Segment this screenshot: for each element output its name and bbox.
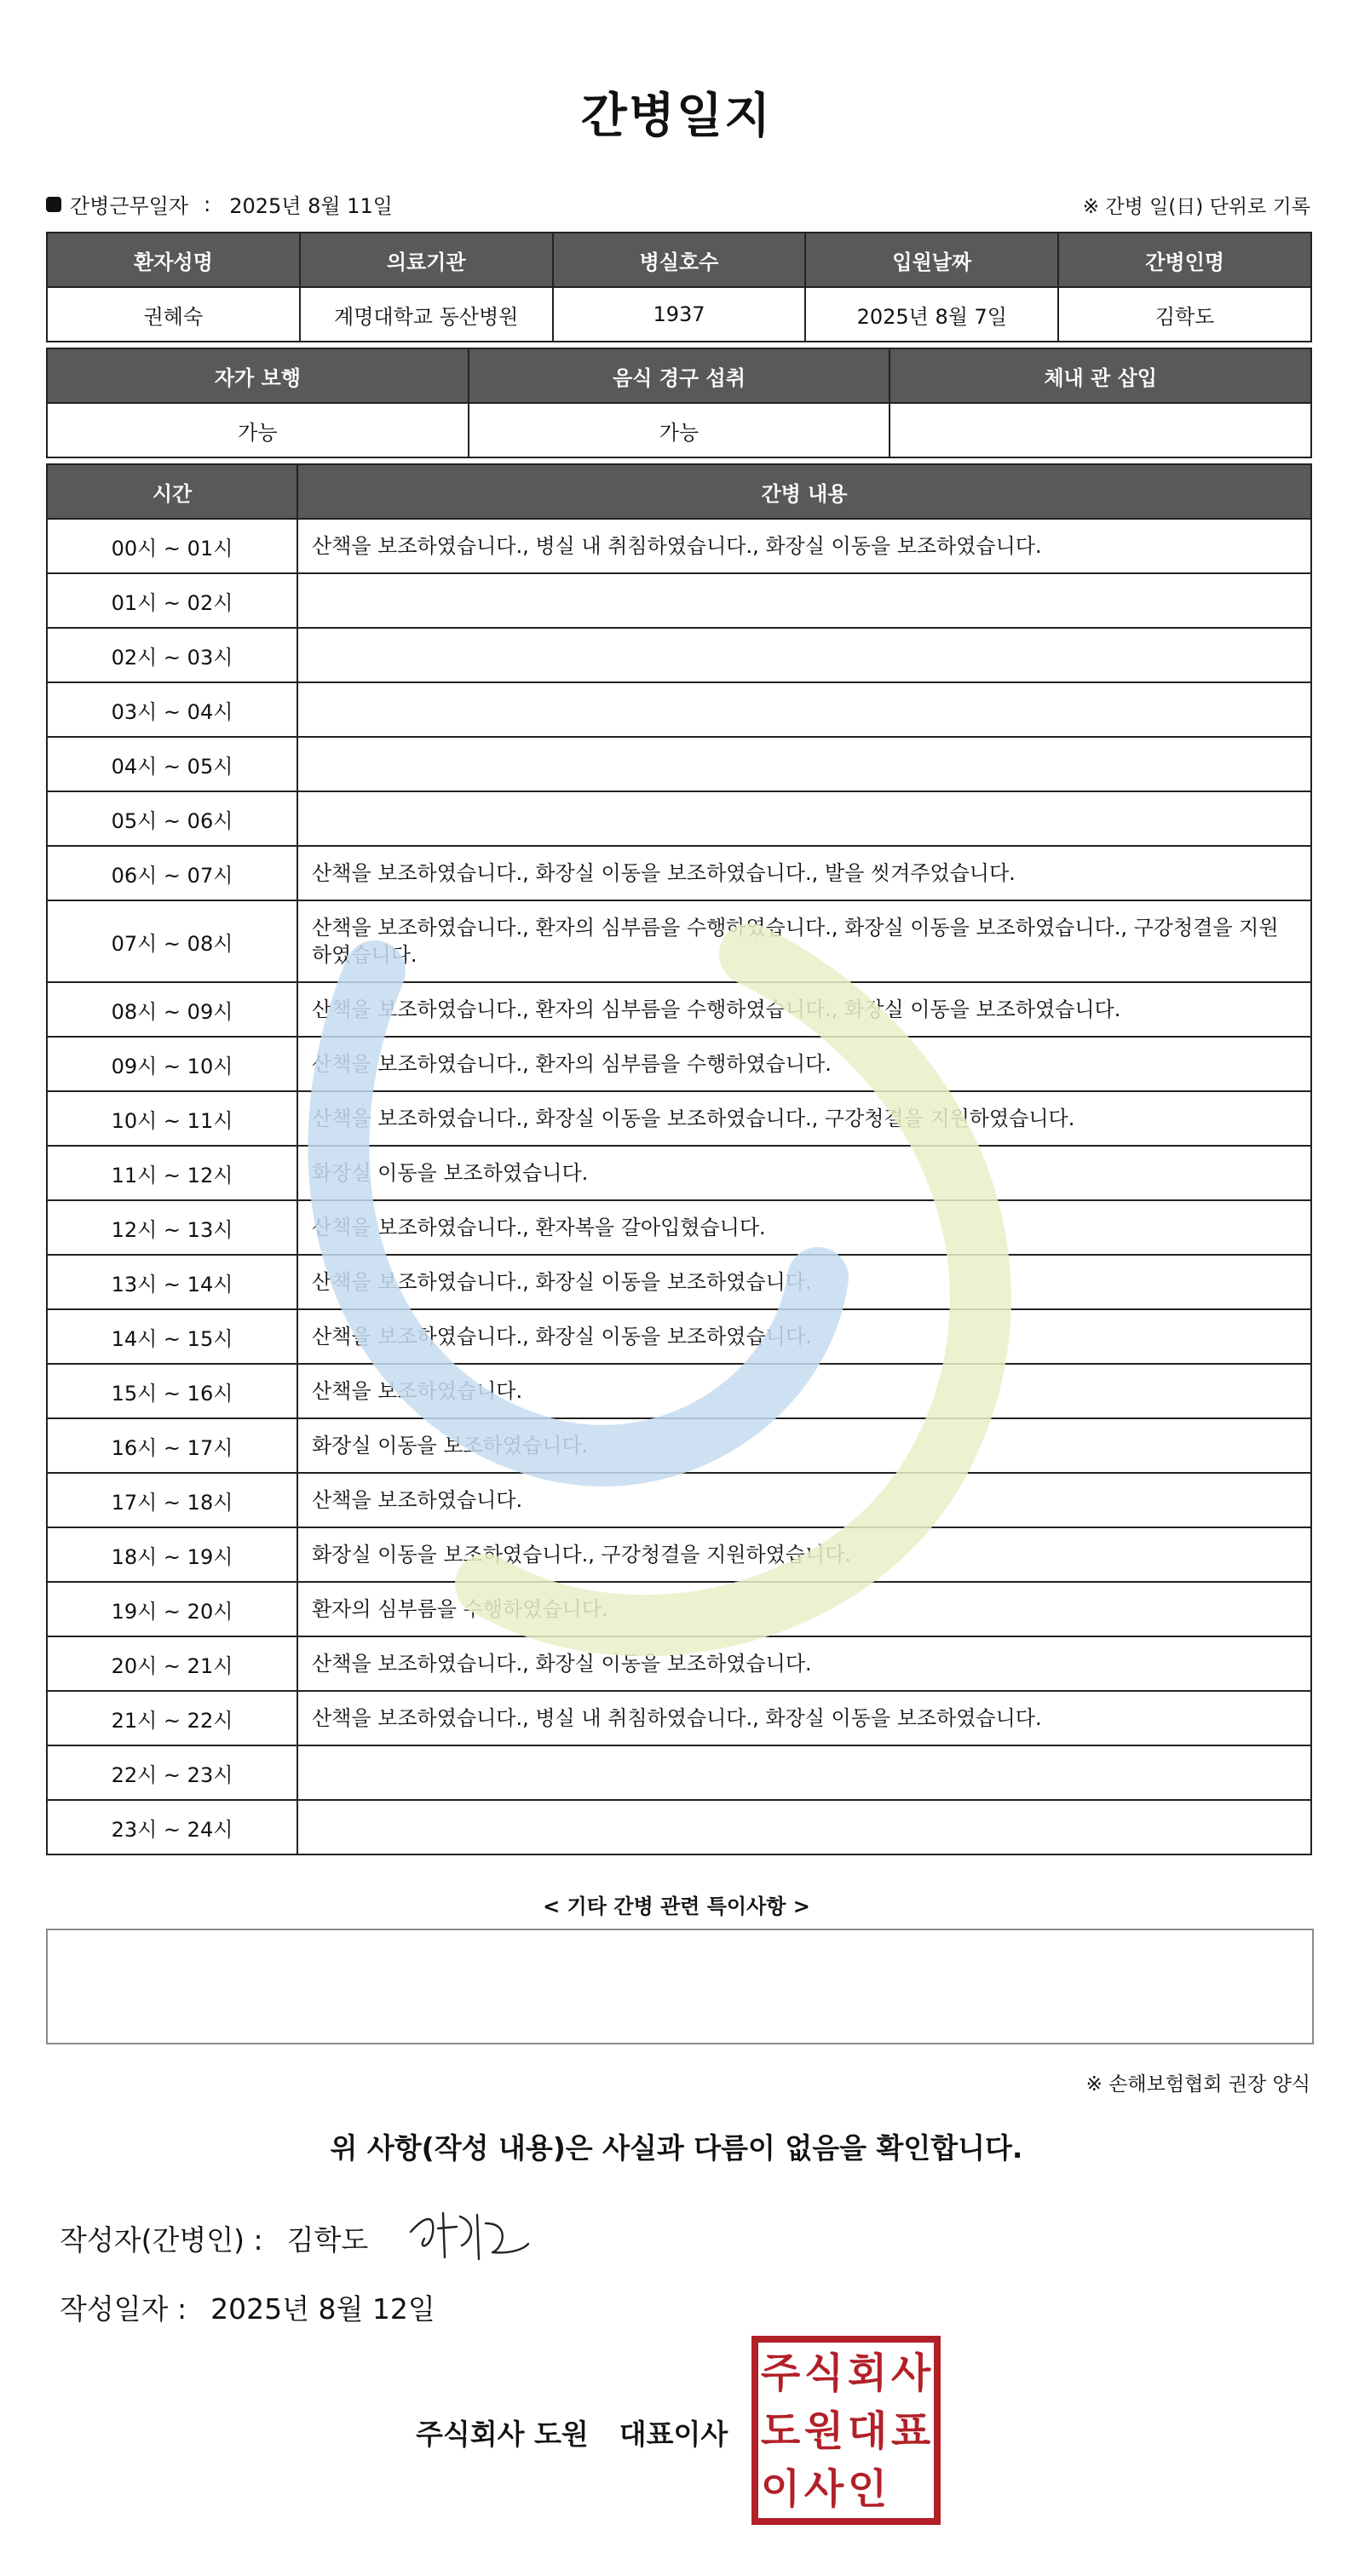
time-cell: 08시 ~ 09시 xyxy=(47,982,297,1037)
time-cell: 09시 ~ 10시 xyxy=(47,1037,297,1091)
time-cell: 21시 ~ 22시 xyxy=(47,1691,297,1745)
table-row xyxy=(47,519,1311,573)
content-cell: 산책을 보조하였습니다., 화장실 이동을 보조하였습니다. xyxy=(297,1309,1311,1364)
written-date-row xyxy=(60,2287,435,2327)
table-row xyxy=(47,1745,1311,1800)
recommended-form-note: ※ 손해보험협회 권장 양식 xyxy=(1085,2073,1310,2096)
table-row xyxy=(47,1582,1311,1636)
handwritten-signature xyxy=(400,2198,537,2266)
header-caregiver-name: 간병인명 xyxy=(1058,233,1311,287)
content-cell: 화장실 이동을 보조하였습니다. xyxy=(297,1418,1311,1473)
time-cell: 14시 ~ 15시 xyxy=(47,1309,297,1364)
work-date-value: 2025년 8월 11일 xyxy=(229,194,393,218)
content-cell: 산책을 보조하였습니다., 화장실 이동을 보조하였습니다., 구강청결을 지원하였습니다. xyxy=(297,1091,1311,1146)
table-row xyxy=(47,1200,1311,1255)
written-date-label: 작성일자 : xyxy=(60,2292,187,2326)
time-cell: 06시 ~ 07시 xyxy=(47,846,297,900)
ceo-label: 대표이사 xyxy=(619,2418,728,2451)
company-seal-stamp xyxy=(750,2334,942,2527)
content-cell: 산책을 보조하였습니다. xyxy=(297,1473,1311,1527)
content-cell xyxy=(297,791,1311,846)
table-row xyxy=(47,1418,1311,1473)
time-cell: 18시 ~ 19시 xyxy=(47,1527,297,1582)
time-cell: 22시 ~ 23시 xyxy=(47,1745,297,1800)
content-cell: 산책을 보조하였습니다., 병실 내 취침하였습니다., 화장실 이동을 보조하였습니다. xyxy=(297,1691,1311,1745)
patient-status-table xyxy=(46,348,1312,458)
table-row xyxy=(47,682,1311,737)
stamp-glyph: 회 xyxy=(847,2349,888,2397)
table-row xyxy=(47,628,1311,682)
table-row xyxy=(47,737,1311,791)
work-date-colon: : xyxy=(204,192,211,216)
content-cell xyxy=(297,573,1311,628)
content-cell: 산책을 보조하였습니다., 화장실 이동을 보조하였습니다., 발을 씻겨주었습니다. xyxy=(297,846,1311,900)
table-row xyxy=(47,1636,1311,1691)
header-hospital: 의료기관 xyxy=(300,233,553,287)
company-line xyxy=(416,2412,728,2452)
time-cell: 23시 ~ 24시 xyxy=(47,1800,297,1854)
table-row xyxy=(47,1255,1311,1309)
header-oral-intake: 음식 경구 섭취 xyxy=(469,348,890,403)
content-cell: 환자의 심부름을 수행하였습니다. xyxy=(297,1582,1311,1636)
stamp-glyph: 이 xyxy=(760,2465,801,2513)
written-date-value: 2025년 8월 12일 xyxy=(210,2292,435,2326)
table-row xyxy=(47,1037,1311,1091)
table-row xyxy=(47,900,1311,982)
header-room-number: 병실호수 xyxy=(553,233,806,287)
time-cell: 12시 ~ 13시 xyxy=(47,1200,297,1255)
room-number: 1937 xyxy=(553,287,806,342)
content-cell xyxy=(297,1800,1311,1854)
header-patient-name: 환자성명 xyxy=(47,233,300,287)
table-row xyxy=(47,573,1311,628)
patient-name: 권혜숙 xyxy=(47,287,300,342)
table-row xyxy=(47,982,1311,1037)
record-unit-note: ※ 간병 일(日) 단위로 기록 xyxy=(1082,196,1310,218)
stamp-glyphs xyxy=(761,2349,931,2513)
stamp-glyph: 도 xyxy=(760,2407,801,2455)
content-cell: 산책을 보조하였습니다., 병실 내 취침하였습니다., 화장실 이동을 보조하였습니다. xyxy=(297,519,1311,573)
table-row xyxy=(47,1364,1311,1418)
header-care-content: 간병 내용 xyxy=(297,464,1311,519)
time-cell: 16시 ~ 17시 xyxy=(47,1418,297,1473)
table-row xyxy=(47,1091,1311,1146)
work-date-row xyxy=(46,189,393,219)
writer-label: 작성자(간병인) : xyxy=(60,2223,263,2257)
content-cell: 산책을 보조하였습니다., 환자복을 갈아입혔습니다. xyxy=(297,1200,1311,1255)
time-cell: 01시 ~ 02시 xyxy=(47,573,297,628)
time-cell: 13시 ~ 14시 xyxy=(47,1255,297,1309)
time-cell: 02시 ~ 03시 xyxy=(47,628,297,682)
table-row xyxy=(47,1146,1311,1200)
stamp-glyph: 인 xyxy=(847,2465,888,2513)
time-cell: 17시 ~ 18시 xyxy=(47,1473,297,1527)
time-cell: 05시 ~ 06시 xyxy=(47,791,297,846)
time-cell: 11시 ~ 12시 xyxy=(47,1146,297,1200)
content-cell: 산책을 보조하였습니다., 환자의 심부름을 수행하였습니다. xyxy=(297,1037,1311,1091)
time-cell: 20시 ~ 21시 xyxy=(47,1636,297,1691)
notes-title: < 기타 간병 관련 특이사항 > xyxy=(543,1895,810,1918)
work-date-label: 간병근무일자 xyxy=(70,194,189,218)
header-self-walking: 자가 보행 xyxy=(47,348,469,403)
table-row xyxy=(47,846,1311,900)
time-cell: 19시 ~ 20시 xyxy=(47,1582,297,1636)
header-tube-insertion: 체내 관 삽입 xyxy=(890,348,1311,403)
header-time: 시간 xyxy=(47,464,297,519)
notes-box xyxy=(46,1929,1314,2044)
square-bullet-icon xyxy=(46,197,61,212)
content-cell xyxy=(297,628,1311,682)
table-row xyxy=(47,1800,1311,1854)
content-cell xyxy=(297,737,1311,791)
content-cell: 산책을 보조하였습니다., 환자의 심부름을 수행하였습니다., 화장실 이동을 보조하였습니다. xyxy=(297,982,1311,1037)
table-row xyxy=(47,1527,1311,1582)
care-log-table xyxy=(46,463,1312,1855)
time-cell: 04시 ~ 05시 xyxy=(47,737,297,791)
writer-name: 김학도 xyxy=(286,2223,369,2257)
time-cell: 00시 ~ 01시 xyxy=(47,519,297,573)
table-row xyxy=(47,1309,1311,1364)
content-cell: 산책을 보조하였습니다., 화장실 이동을 보조하였습니다. xyxy=(297,1255,1311,1309)
table-row xyxy=(47,1473,1311,1527)
content-cell xyxy=(297,682,1311,737)
table-row xyxy=(47,1691,1311,1745)
content-cell: 산책을 보조하였습니다., 환자의 심부름을 수행하였습니다., 화장실 이동을 보조하였습니다., 구강청결을 지원하였습니다. xyxy=(297,900,1311,982)
table-row xyxy=(47,791,1311,846)
time-cell: 15시 ~ 16시 xyxy=(47,1364,297,1418)
admission-date: 2025년 8월 7일 xyxy=(805,287,1058,342)
stamp-glyph: 표 xyxy=(890,2407,931,2455)
content-cell xyxy=(297,1745,1311,1800)
content-cell: 화장실 이동을 보조하였습니다., 구강청결을 지원하였습니다. xyxy=(297,1527,1311,1582)
confirmation-statement: 위 사항(작성 내용)은 사실과 다름이 없음을 확인합니다. xyxy=(330,2131,1023,2165)
time-cell: 07시 ~ 08시 xyxy=(47,900,297,982)
stamp-glyph: 사 xyxy=(890,2349,931,2397)
time-cell: 03시 ~ 04시 xyxy=(47,682,297,737)
signature-stroke xyxy=(411,2213,528,2259)
stamp-glyph: 대 xyxy=(847,2407,888,2455)
company-name: 주식회사 도원 xyxy=(416,2418,589,2451)
self-walking-value: 가능 xyxy=(47,403,469,457)
stamp-glyph: 원 xyxy=(803,2407,844,2455)
oral-intake-value: 가능 xyxy=(469,403,890,457)
content-cell: 화장실 이동을 보조하였습니다. xyxy=(297,1146,1311,1200)
stamp-glyph: 식 xyxy=(803,2349,844,2397)
stamp-glyph: 사 xyxy=(803,2465,844,2513)
page-title: 간병일지 xyxy=(580,89,773,144)
patient-info-table xyxy=(46,232,1312,342)
hospital-name: 계명대학교 동산병원 xyxy=(300,287,553,342)
header-admission-date: 입원날짜 xyxy=(805,233,1058,287)
content-cell: 산책을 보조하였습니다., 화장실 이동을 보조하였습니다. xyxy=(297,1636,1311,1691)
writer-row xyxy=(60,2218,368,2258)
tube-insertion-value xyxy=(890,403,1311,457)
stamp-glyph: 주 xyxy=(760,2349,801,2397)
caregiver-name: 김학도 xyxy=(1058,287,1311,342)
time-cell: 10시 ~ 11시 xyxy=(47,1091,297,1146)
content-cell: 산책을 보조하였습니다. xyxy=(297,1364,1311,1418)
